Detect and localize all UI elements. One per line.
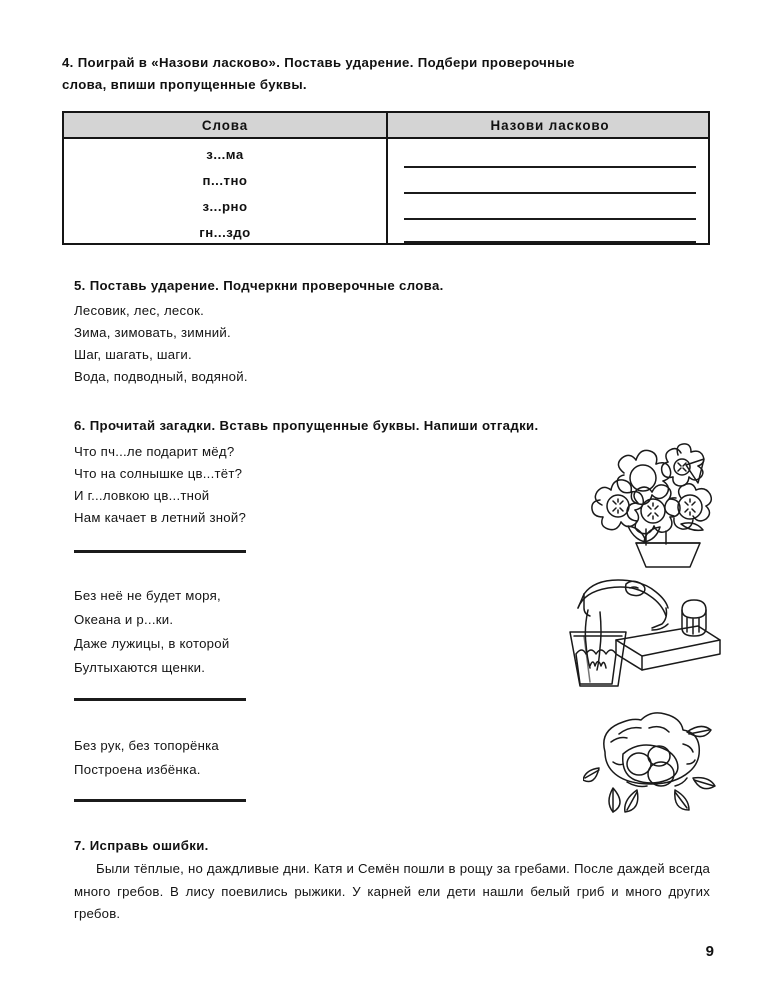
riddle-1-line-2: Что на солнышке цв...тёт?: [74, 466, 243, 481]
riddle-3-answer-line[interactable]: [74, 799, 246, 802]
words-table-header-slova: Слова: [201, 118, 249, 133]
exercise-7-text-body: Были тёплые, но даждливые дни. Катя и Семён пошли в рощу за гребами. После даждей всегда много гребов. В лису поевились рыжики. У карней ели дети нашли белый гриб и много других гребов.: [74, 861, 710, 921]
exercise-7-heading: 7. Исправь ошибки.: [74, 838, 209, 853]
exercise-5-line-3: Шаг, шагать, шаги.: [74, 347, 192, 362]
riddle-2-line-1: Без неё не будет моря,: [74, 588, 221, 603]
page-number: 9: [705, 943, 714, 960]
riddle-1-line-3: И г...ловкою цв...тной: [74, 488, 210, 503]
exercise-6-heading: 6. Прочитай загадки. Вставь пропущенные буквы. Напиши отгадки.: [74, 418, 539, 433]
riddle-3-line-2: Построена избёнка.: [74, 762, 201, 777]
exercise-4-heading-line-1: 4. Поиграй в «Назови ласково». Поставь ударение. Подбери проверочные: [62, 55, 575, 70]
table-row-word-1: з...ма: [206, 147, 244, 162]
birds-nest-icon: [583, 706, 723, 816]
riddle-3-line-1: Без рук, без топорёнка: [74, 738, 219, 753]
riddle-1-line-4: Нам качает в летний зной?: [74, 510, 247, 525]
words-table: [62, 111, 710, 245]
table-row-answer-line-1[interactable]: [404, 166, 696, 168]
exercise-5-line-1: Лесовик, лес, лесок.: [74, 303, 205, 318]
riddle-2-line-4: Бултыхаются щенки.: [74, 660, 206, 675]
table-row-word-2: п...тно: [202, 173, 248, 188]
words-table-header-nazovi-laskovo: Назови ласково: [490, 118, 610, 133]
riddle-2-answer-line[interactable]: [74, 698, 246, 701]
exercise-4-heading: [62, 52, 722, 96]
table-row-answer-line-2[interactable]: [404, 192, 696, 194]
riddle-1-answer-line[interactable]: [74, 550, 246, 553]
exercise-5-heading: 5. Поставь ударение. Подчеркни проверочные слова.: [74, 278, 444, 293]
riddle-1-line-1: Что пч...ле подарит мёд?: [74, 444, 235, 459]
table-row-word-3: з...рно: [202, 199, 248, 214]
riddle-2-line-3: Даже лужицы, в которой: [74, 636, 230, 651]
exercise-5-line-4: Вода, подводный, водяной.: [74, 369, 248, 384]
faucet-with-glass-icon: [560, 578, 725, 688]
flowers-in-pot-icon: [586, 443, 716, 568]
exercise-7-text: [74, 858, 710, 926]
exercise-4-heading-line-2: слова, впиши пропущенные буквы.: [62, 77, 307, 92]
table-row-answer-line-4[interactable]: [404, 241, 696, 243]
words-table-body: [64, 139, 708, 243]
table-row-answer-line-3[interactable]: [404, 218, 696, 220]
table-row-word-4: гн...здо: [199, 225, 251, 240]
exercise-5-line-2: Зима, зимовать, зимний.: [74, 325, 231, 340]
riddle-2-line-2: Океана и р...ки.: [74, 612, 174, 627]
